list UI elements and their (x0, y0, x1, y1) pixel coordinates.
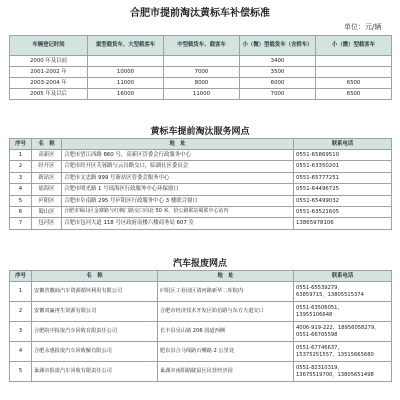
table-row (10, 56, 392, 67)
col-header: 联系电话 (294, 271, 392, 282)
table-cell: 6 (10, 206, 32, 217)
table-cell (164, 56, 240, 67)
table-cell: 肥东县合马线路石嘴路 2 公里处 (158, 342, 294, 362)
table-cell: 合肥永惠报废汽车回收解有限公司 (32, 342, 158, 362)
table-cell: 0551-65539279， 63859715，13805515374 (294, 282, 392, 302)
table-row (10, 195, 392, 206)
scrap-header-row (10, 271, 392, 282)
col-header: 中型载货车、载客车 (164, 36, 240, 56)
table-cell: 5 (10, 195, 32, 206)
service-header-row (10, 139, 392, 150)
table-cell: 2000 年及以前 (10, 56, 88, 67)
table-cell: 合肥市经济技术开发区始信路与东方大道交口 (158, 302, 294, 322)
table-cell: 0551-63350201 (294, 161, 392, 172)
compensation-title: 合肥市提前淘汰黄标车补偿标准 (130, 8, 270, 19)
table-cell: 0551-63521605 (294, 206, 392, 217)
table-cell: 1 (10, 150, 32, 161)
col-header: 名 称 (32, 139, 62, 150)
table-row (10, 218, 392, 229)
table-cell: 安徽双赢再生资源有限公司 (32, 302, 158, 322)
table-cell: 巢湖市报废汽车回收有限责任公司 (32, 362, 158, 382)
table-row (10, 322, 392, 342)
table-cell: 4 (10, 184, 32, 195)
table-cell: 高新区 (32, 150, 62, 161)
table-row (10, 67, 392, 78)
table-cell: 2001-2002 年 (10, 67, 88, 78)
table-cell: 7 (10, 218, 32, 229)
table-cell: 合肥市望江西路 860 号，高新区管委会行政服务中心 (62, 150, 294, 161)
table-cell: 经开区 (32, 161, 62, 172)
table-cell: 蜀山区 (32, 206, 62, 217)
table-row (10, 89, 392, 100)
col-header: 名 称 (32, 271, 158, 282)
table-cell: 11000 (164, 89, 240, 100)
table-cell: 庐阳区 (32, 195, 62, 206)
compensation-table (9, 35, 392, 100)
table-cell: 庐阳区工业园区清河路新华二库院内 (158, 282, 294, 302)
table-cell: 8000 (164, 78, 240, 89)
table-row (10, 282, 392, 302)
scrap-points-table (9, 270, 392, 382)
compensation-header-row (10, 36, 392, 56)
col-header: 重型载货车、大型载客车 (88, 36, 164, 56)
table-cell: 合肥市蜀山区金寨路与红枫门路交口向北 50 米，拾公路联站蜀联中心站内 (62, 206, 294, 217)
table-row (10, 78, 392, 89)
table-cell: 0551-67746637， 15375251557，13515665680 (294, 342, 392, 362)
table-cell: 0551-64496725 (294, 184, 392, 195)
table-cell (316, 56, 392, 67)
table-cell: 包河区 (32, 218, 62, 229)
scrap-points-title: 汽车报废网点 (172, 259, 227, 269)
col-header: 小（微）型载货车（含轿车） (240, 36, 316, 56)
table-cell: 0551-65499032 (294, 195, 392, 206)
table-cell: 7000 (240, 89, 316, 100)
table-row (10, 172, 392, 183)
table-cell (316, 67, 392, 78)
table-cell: 安徽省徽商汽车资源循环利用有限公司 (32, 282, 158, 302)
col-header: 序号 (10, 139, 32, 150)
table-cell: 合肥皖中报废汽车回收有限责任公司 (32, 322, 158, 342)
table-cell: 合肥市文忠路 999 号新站区管委会服务中心 (62, 172, 294, 183)
col-header: 序号 (10, 271, 32, 282)
table-cell: 6000 (240, 78, 316, 89)
table-cell: 瑶海区 (32, 184, 62, 195)
table-row (10, 362, 392, 382)
table-cell: 10000 (88, 67, 164, 78)
table-row (10, 161, 392, 172)
table-cell: 16000 (88, 89, 164, 100)
table-cell: 合肥市包河大道 118 号区政府南楼六楼商务局 607 室 (62, 218, 294, 229)
table-cell: 4006-919-222，18956058279， 0551-66705598 (294, 322, 392, 342)
unit-label: 单位：元/辆 (344, 23, 382, 31)
table-cell: 2 (10, 161, 32, 172)
table-cell: 0551-65777251 (294, 172, 392, 183)
col-header: 车辆登记时间 (10, 36, 88, 56)
table-cell: 11000 (88, 78, 164, 89)
table-cell: 长丰县吴山镇 206 国道西侧 (158, 322, 294, 342)
col-header: 小（微）型载客车 (316, 36, 392, 56)
table-row (10, 302, 392, 322)
table-cell: 6500 (316, 89, 392, 100)
table-cell: 2 (10, 302, 32, 322)
table-cell: 0551-65869510 (294, 150, 392, 161)
table-cell: 2003-2004 年 (10, 78, 88, 89)
table-cell: 4 (10, 342, 32, 362)
table-cell: 合肥市经开区芙蓉路与云谷路交口，临湖社区委员会 (62, 161, 294, 172)
service-points-table (9, 138, 392, 230)
table-row (10, 206, 392, 217)
table-cell: 0551-63506051， 13955106648 (294, 302, 392, 322)
table-cell: 3 (10, 172, 32, 183)
table-cell: 巢湖市南阳路胧鼠区民营经济园 (158, 362, 294, 382)
table-cell: 0551-82310319， 13675519700，13805651498 (294, 362, 392, 382)
table-cell: 3400 (240, 56, 316, 67)
table-cell: 6500 (316, 78, 392, 89)
table-row (10, 150, 392, 161)
table-row (10, 342, 392, 362)
col-header: 地 址 (62, 139, 294, 150)
table-cell: 5 (10, 362, 32, 382)
col-header: 联系电话 (294, 139, 392, 150)
table-cell (88, 56, 164, 67)
table-cell: 合肥市阜南路 295 号庐阳区行政服务中心 3 楼联合窗口 (62, 195, 294, 206)
table-cell: 新站区 (32, 172, 62, 183)
col-header: 地 址 (158, 271, 294, 282)
table-cell: 合肥市明光路 1 号瑶海区行政服务中心环保窗口 (62, 184, 294, 195)
table-row (10, 184, 392, 195)
table-cell: 13865978106 (294, 218, 392, 229)
table-cell: 1 (10, 282, 32, 302)
table-cell: 7000 (164, 67, 240, 78)
table-cell: 2005 年及以后 (10, 89, 88, 100)
table-cell: 3500 (240, 67, 316, 78)
table-cell: 3 (10, 322, 32, 342)
service-points-title: 黄标车提前淘汰服务网点 (150, 127, 250, 137)
